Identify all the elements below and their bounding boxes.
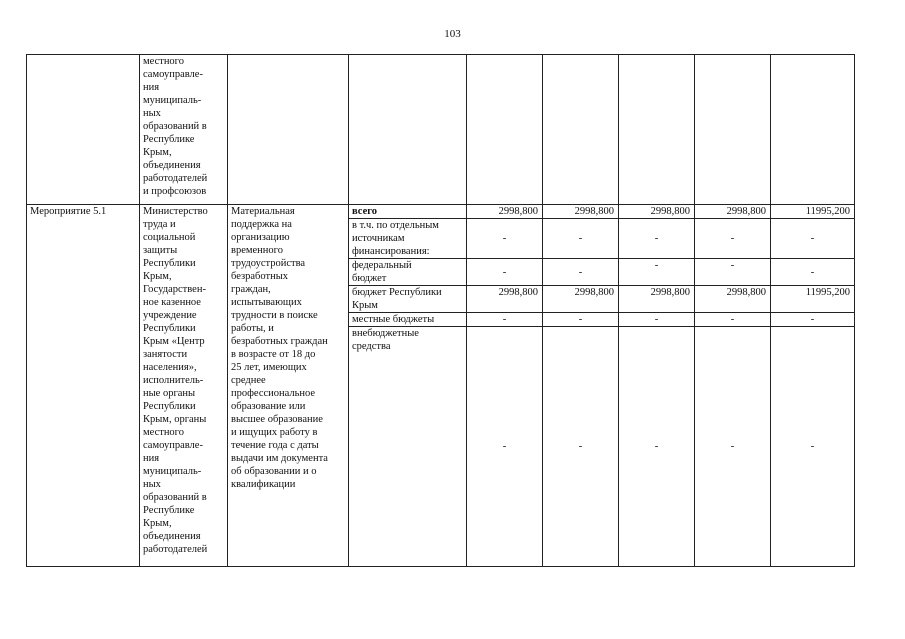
executor-line: Крым, органы: [143, 414, 207, 425]
description-line: временного: [231, 245, 283, 256]
funding-value-cell: 2998,800: [467, 286, 543, 313]
executor-line: самоуправле-: [143, 440, 203, 451]
source-line: федеральный: [352, 260, 412, 271]
funding-value-cell: -: [467, 327, 543, 567]
executor-line: ные органы: [143, 388, 196, 399]
executor-line: Государствен-: [143, 284, 206, 295]
funding-value-cell: -: [771, 219, 855, 259]
description-line: выдачи им документа: [231, 453, 328, 464]
executor-line: учреждение: [143, 310, 197, 321]
executor-line: образований в: [143, 492, 207, 503]
funding-value-cell: -: [467, 219, 543, 259]
source-line: Крым: [352, 300, 378, 311]
executor-line: и профсоюзов: [143, 186, 207, 197]
description-line: граждан,: [231, 284, 271, 295]
funding-value-cell: 2998,800: [695, 286, 771, 313]
funding-value-cell: 2998,800: [467, 205, 543, 219]
executor-line: ных: [143, 479, 161, 490]
funding-value-cell: 2998,800: [543, 286, 619, 313]
funding-value-cell: -: [695, 259, 771, 286]
funding-value-cell: -: [771, 259, 855, 286]
measure-description-cell: [228, 205, 349, 567]
executor-line: самоуправле-: [143, 69, 203, 80]
funding-value-cell: -: [771, 313, 855, 327]
source-line: финансирования:: [352, 246, 430, 257]
executor-line: ния: [143, 453, 160, 464]
executor-line: ное казенное: [143, 297, 201, 308]
executor-line: Республике: [143, 134, 195, 145]
description-line: трудности в поиске: [231, 310, 318, 321]
executor-line: ния: [143, 82, 160, 93]
funding-source-cell: [349, 286, 467, 313]
executor-line: Крым,: [143, 271, 172, 282]
executor-line: муниципаль-: [143, 466, 202, 477]
funding-source-cell: [349, 259, 467, 286]
funding-source-cell: [349, 219, 467, 259]
executor-line: образований в: [143, 121, 207, 132]
measure-executor-cell: [140, 205, 228, 567]
source-line: всего: [352, 206, 378, 217]
executor-line: защиты: [143, 245, 178, 256]
executor-line: Крым «Центр: [143, 336, 205, 347]
executor-line: социальной: [143, 232, 196, 243]
funding-value-cell: -: [619, 219, 695, 259]
funding-value-cell: 2998,800: [619, 286, 695, 313]
cont-value-cell: [695, 55, 771, 205]
executor-line: Республики: [143, 258, 196, 269]
cont-value-cell: [467, 55, 543, 205]
source-line: внебюджетные: [352, 328, 419, 339]
continuation-row: [27, 55, 855, 205]
description-line: об образовании и о: [231, 466, 317, 477]
executor-line: местного: [143, 427, 184, 438]
funding-source-cell: [349, 205, 467, 219]
executor-line: Министерство: [143, 206, 208, 217]
executor-line: объединения: [143, 160, 201, 171]
funding-row-total: [27, 205, 855, 219]
executor-line: ных: [143, 108, 161, 119]
cont-description-cell: [228, 55, 349, 205]
funding-value-cell: -: [619, 327, 695, 567]
executor-line: работодателей: [143, 544, 208, 555]
funding-value-cell: 2998,800: [695, 205, 771, 219]
funding-value-cell: 11995,200: [771, 205, 855, 219]
description-line: течение года с даты: [231, 440, 319, 451]
funding-value-cell: -: [619, 259, 695, 286]
description-line: безработных: [231, 271, 289, 282]
source-line: местные бюджеты: [352, 314, 435, 325]
executor-line: местного: [143, 56, 184, 67]
executor-line: населения»,: [143, 362, 197, 373]
funding-value-cell: 2998,800: [619, 205, 695, 219]
funding-value-cell: -: [543, 313, 619, 327]
source-line: средства: [352, 341, 391, 352]
executor-line: Республики: [143, 401, 196, 412]
description-line: и ищущих работу в: [231, 427, 318, 438]
funding-value-cell: -: [695, 219, 771, 259]
executor-line: Крым,: [143, 147, 172, 158]
program-table: [26, 54, 855, 567]
executor-line: работодателей: [143, 173, 208, 184]
description-line: среднее: [231, 375, 266, 386]
description-line: 25 лет, имеющих: [231, 362, 307, 373]
source-line: бюджет: [352, 273, 387, 284]
description-line: поддержка на: [231, 219, 292, 230]
description-line: испытывающих: [231, 297, 302, 308]
funding-source-cell: [349, 327, 467, 567]
executor-line: объединения: [143, 531, 201, 542]
description-line: профессиональное: [231, 388, 316, 399]
description-line: квалификации: [231, 479, 296, 490]
funding-value-cell: -: [695, 327, 771, 567]
description-line: организацию: [231, 232, 290, 243]
source-line: бюджет Республики: [352, 287, 442, 298]
description-line: трудоустройства: [231, 258, 306, 269]
funding-value-cell: -: [467, 313, 543, 327]
cont-executor-cell: [140, 55, 228, 205]
executor-line: занятости: [143, 349, 188, 360]
source-line: в т.ч. по отдельным: [352, 220, 439, 231]
funding-value-cell: -: [543, 259, 619, 286]
description-line: высшее образование: [231, 414, 323, 425]
executor-line: муниципаль-: [143, 95, 202, 106]
cont-measure-cell: [27, 55, 140, 205]
description-line: образование или: [231, 401, 306, 412]
funding-value-cell: 2998,800: [543, 205, 619, 219]
executor-line: исполнитель-: [143, 375, 204, 386]
funding-value-cell: -: [771, 327, 855, 567]
page-number: 103: [444, 28, 461, 40]
funding-source-cell: [349, 313, 467, 327]
description-line: в возрасте от 18 до: [231, 349, 316, 360]
funding-value-cell: -: [543, 327, 619, 567]
funding-value-cell: -: [619, 313, 695, 327]
cont-source-cell: [349, 55, 467, 205]
funding-value-cell: -: [467, 259, 543, 286]
description-line: Материальная: [231, 206, 295, 217]
cont-value-cell: [619, 55, 695, 205]
executor-line: Крым,: [143, 518, 172, 529]
funding-value-cell: -: [543, 219, 619, 259]
description-line: работы, и: [231, 323, 274, 334]
executor-line: Республике: [143, 505, 195, 516]
executor-line: Республики: [143, 323, 196, 334]
cont-value-cell: [543, 55, 619, 205]
executor-line: труда и: [143, 219, 176, 230]
funding-value-cell: 11995,200: [771, 286, 855, 313]
measure-name-cell: Мероприятие 5.1: [27, 205, 140, 567]
description-line: безработных граждан: [231, 336, 328, 347]
source-line: источникам: [352, 233, 405, 244]
funding-value-cell: -: [695, 313, 771, 327]
cont-value-cell: [771, 55, 855, 205]
